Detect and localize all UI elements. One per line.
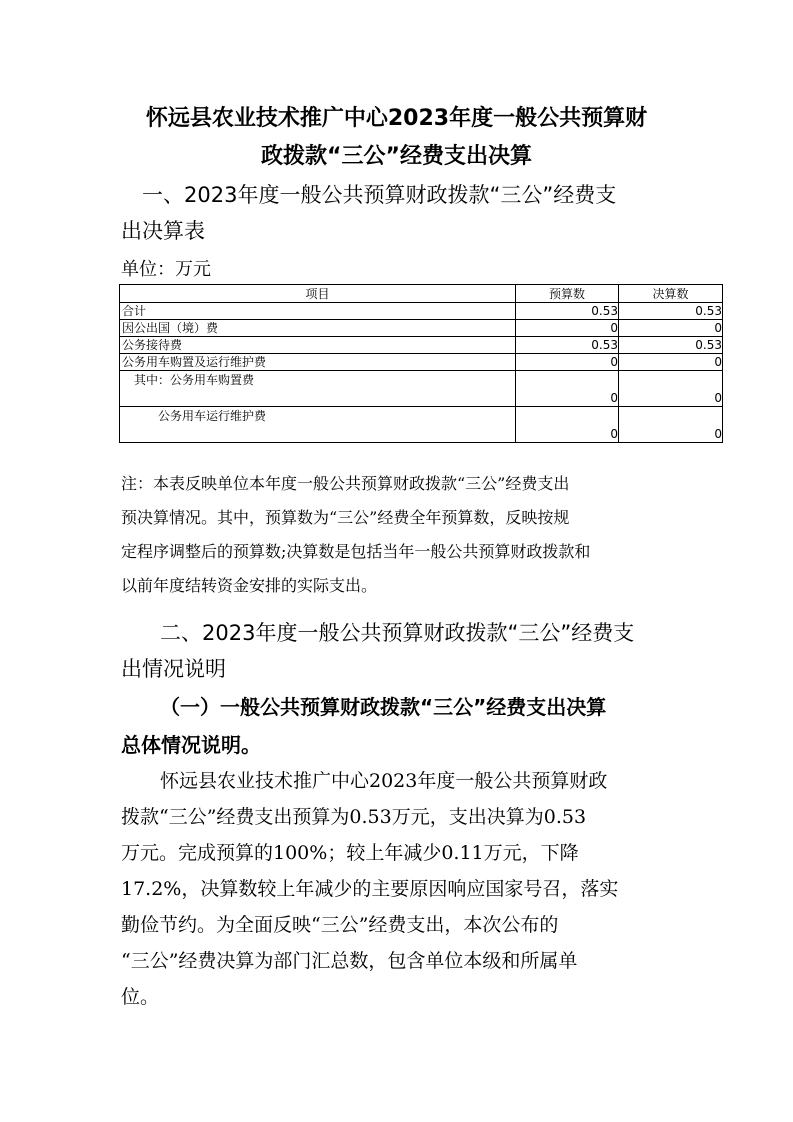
summary-paragraph-line-6: “三公”经费决算为部门汇总数，包含单位本级和所属单 (121, 950, 578, 972)
table-note-line-3: 定程序调整后的预算数;决算数是包括当年一般公共预算财政拨款和 (121, 542, 591, 561)
section-2-heading-line-1: 二、2023年度一般公共预算财政拨款“三公”经费支 (160, 621, 635, 645)
row-budget: 0 (516, 354, 619, 371)
summary-paragraph-line-1: 怀远县农业技术推广中心2023年度一般公共预算财政 (160, 770, 608, 792)
table-row (120, 354, 723, 371)
table-row (120, 337, 723, 354)
row-budget: 0 (516, 371, 619, 407)
summary-paragraph-line-7: 位。 (121, 986, 160, 1008)
row-final: 0.53 (619, 303, 723, 320)
summary-paragraph-line-5: 勤俭节约。为全面反映“三公”经费支出，本次公布的 (121, 914, 559, 936)
section-1-heading-line-2: 出决算表 (121, 219, 205, 243)
table-header-row (120, 285, 723, 303)
row-final: 0 (619, 320, 723, 337)
row-label: 其中：公务用车购置费 (120, 371, 516, 407)
row-budget: 0.53 (516, 337, 619, 354)
subsection-1-heading-line-2: 总体情况说明。 (121, 733, 261, 757)
row-label: 合计 (120, 303, 516, 320)
row-final: 0 (619, 354, 723, 371)
table-row (120, 320, 723, 337)
document-title-line-2: 政拨款“三公”经费支出决算 (261, 144, 532, 169)
table-row (120, 371, 723, 407)
unit-label: 单位：万元 (121, 259, 211, 280)
header-final: 决算数 (619, 285, 723, 303)
summary-paragraph-line-2: 拨款“三公”经费支出预算为0.53万元，支出决算为0.53 (121, 806, 587, 828)
section-1-heading-line-1: 一、2023年度一般公共预算财政拨款“三公”经费支 (142, 183, 617, 207)
expense-table (119, 284, 723, 443)
table-note-line-2: 预决算情况。其中，预算数为“三公”经费全年预算数，反映按规 (121, 508, 570, 527)
section-2-heading-line-2: 出情况说明 (121, 657, 226, 681)
row-budget: 0 (516, 320, 619, 337)
summary-paragraph-line-3: 万元。完成预算的100%；较上年减少0.11万元，下降 (121, 842, 579, 864)
table-row (120, 303, 723, 320)
document-title-line-1: 怀远县农业技术推广中心2023年度一般公共预算财 (145, 106, 648, 131)
row-label: 公务接待费 (120, 337, 516, 354)
row-budget: 0.53 (516, 303, 619, 320)
row-label: 公务用车运行维护费 (120, 407, 516, 443)
row-final: 0 (619, 407, 723, 443)
row-label: 公务用车购置及运行维护费 (120, 354, 516, 371)
subsection-1-heading-line-1: （一）一般公共预算财政拨款“三公”经费支出决算 (160, 695, 607, 719)
table-note-line-4: 以前年度结转资金安排的实际支出。 (121, 576, 378, 595)
summary-paragraph-line-4: 17.2%，决算数较上年减少的主要原因响应国家号召，落实 (121, 878, 619, 900)
table-row (120, 407, 723, 443)
row-final: 0 (619, 371, 723, 407)
row-final: 0.53 (619, 337, 723, 354)
row-label: 因公出国（境）费 (120, 320, 516, 337)
header-budget: 预算数 (516, 285, 619, 303)
header-item: 项目 (120, 285, 516, 303)
row-budget: 0 (516, 407, 619, 443)
table-note-line-1: 注：本表反映单位本年度一般公共预算财政拨款“三公”经费支出 (121, 474, 570, 493)
